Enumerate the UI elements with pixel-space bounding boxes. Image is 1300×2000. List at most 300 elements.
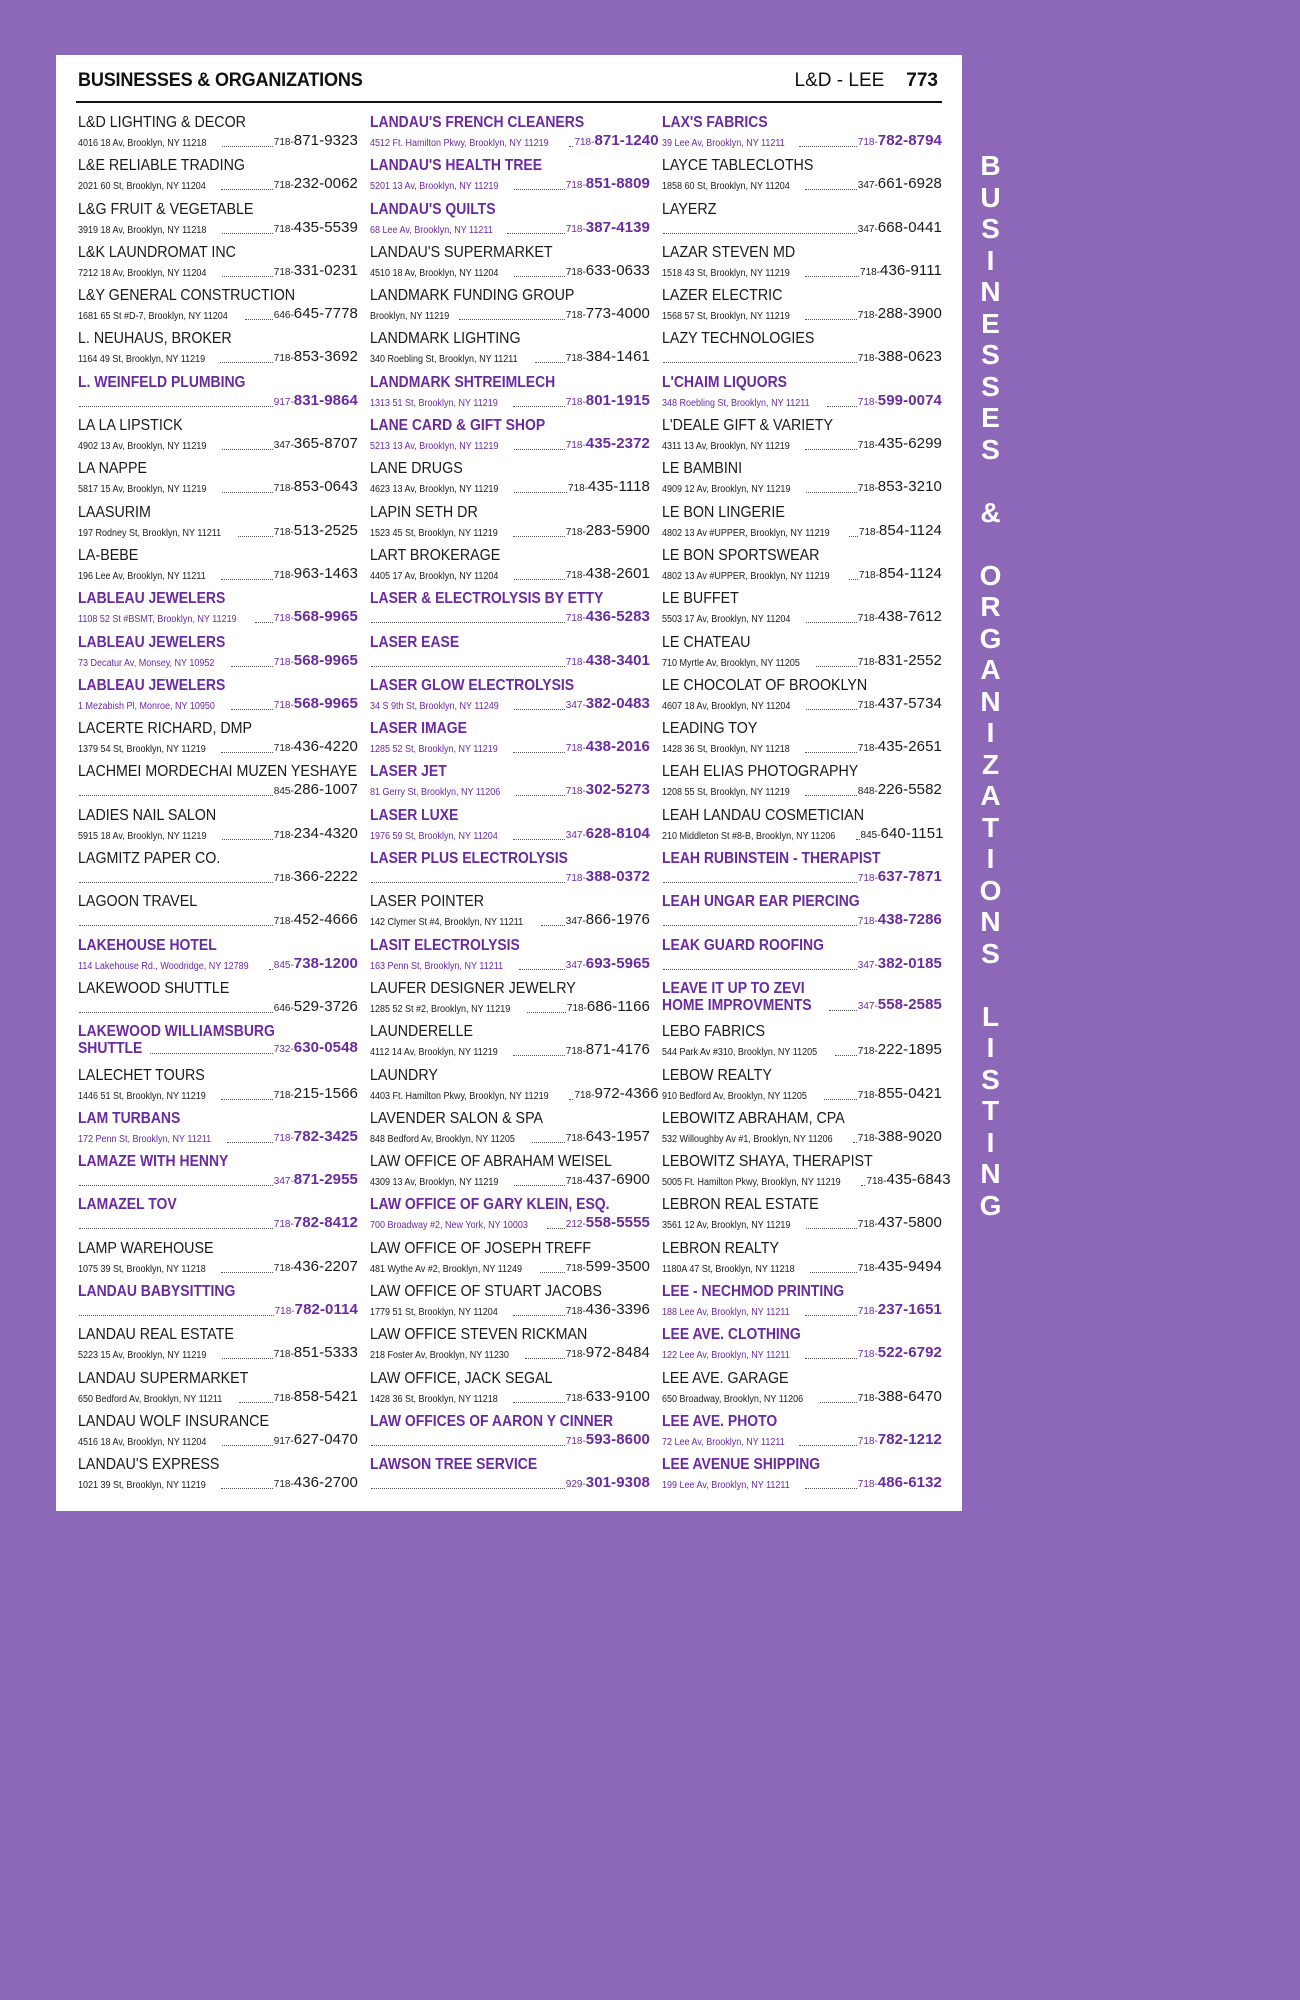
dot-leader xyxy=(805,752,857,753)
phone-digits: 773-4000 xyxy=(585,305,650,323)
listing-detail-line xyxy=(370,565,650,583)
dot-leader xyxy=(222,276,273,277)
business-name: LEBOWITZ ABRAHAM, CPA xyxy=(662,1109,845,1127)
listing-detail-line xyxy=(662,1128,942,1146)
business-name: LAGOON TRAVEL xyxy=(78,893,198,911)
listing-entry xyxy=(78,1152,358,1195)
side-tab-letter: Z xyxy=(981,748,1000,780)
phone-digits: 972-8484 xyxy=(585,1344,650,1362)
phone-area-code: 718- xyxy=(565,526,586,538)
directory-page xyxy=(56,55,962,1511)
phone-area-code: 718- xyxy=(273,873,294,885)
business-name: LAGMITZ PAPER CO. xyxy=(78,850,221,868)
listing-entry xyxy=(78,156,358,199)
listing-detail-line xyxy=(370,305,650,323)
dot-leader xyxy=(663,362,857,363)
side-tab-letter: S xyxy=(981,433,1000,465)
business-name: LANDAU'S HEALTH TREE xyxy=(370,157,543,175)
business-name: LEAH ELIAS PHOTOGRAPHY xyxy=(662,763,859,781)
side-tab-letter: E xyxy=(981,402,1000,433)
phone-digits: 568-9965 xyxy=(293,608,358,626)
dot-leader xyxy=(820,1402,857,1403)
business-name: LAZER ELECTRIC xyxy=(662,287,783,305)
dot-leader xyxy=(799,146,856,147)
phone-digits: 288-3900 xyxy=(877,305,942,323)
listing-entry xyxy=(78,503,358,546)
listing-entry xyxy=(78,286,358,329)
phone-number xyxy=(274,480,358,496)
phone-area-code: 718- xyxy=(857,1089,878,1101)
listing-detail-line xyxy=(662,1214,942,1232)
business-address: 2021 60 St, Brooklyn, NY 11204 xyxy=(78,181,206,193)
business-name: LANDAU REAL ESTATE xyxy=(78,1326,234,1344)
dot-leader xyxy=(849,579,858,580)
phone-area-code: 718- xyxy=(565,1262,586,1274)
listing-entry xyxy=(662,849,942,892)
business-address: 4902 13 Av, Brooklyn, NY 11219 xyxy=(78,441,207,453)
phone-area-code: 718- xyxy=(857,1219,878,1231)
business-address: 1164 49 St, Brooklyn, NY 11219 xyxy=(78,354,206,366)
phone-number xyxy=(858,783,942,799)
phone-digits: 382-0185 xyxy=(877,954,942,972)
side-tab-letter: R xyxy=(980,591,1001,622)
phone-digits: 513-2525 xyxy=(293,521,358,539)
listing-entry xyxy=(370,1066,659,1109)
listing-entry xyxy=(370,892,650,935)
dot-leader xyxy=(221,752,273,753)
business-name: LAASURIM xyxy=(78,503,151,521)
phone-number xyxy=(860,261,942,280)
phone-area-code: 718- xyxy=(574,1089,595,1101)
business-name: L'CHAIM LIQUORS xyxy=(662,373,787,391)
business-name: LASER PLUS ELECTROLYSIS xyxy=(370,850,568,868)
phone-digits: 301-9308 xyxy=(585,1474,650,1492)
listing-detail-line xyxy=(78,219,358,237)
phone-area-code: 845- xyxy=(273,959,294,971)
listing-entry xyxy=(662,589,942,632)
listing-entry xyxy=(662,1152,951,1195)
business-address: 4623 13 Av, Brooklyn, NY 11219 xyxy=(370,484,499,496)
phone-area-code: 718- xyxy=(273,223,294,235)
side-tab-letter: E xyxy=(981,307,1000,339)
phone-area-code: 718- xyxy=(565,569,586,581)
listing-detail-line xyxy=(78,1214,358,1232)
phone-area-code: 718- xyxy=(565,180,586,192)
business-address: 3919 18 Av, Brooklyn, NY 11218 xyxy=(78,224,207,236)
dot-leader xyxy=(371,1488,565,1489)
phone-area-code: 718- xyxy=(858,569,879,581)
listing-detail-line xyxy=(662,1474,942,1492)
phone-digits: 452-4666 xyxy=(293,911,358,929)
business-address: 68 Lee Av, Brooklyn, NY 11211 xyxy=(370,224,493,236)
business-address: 5213 13 Av, Brooklyn, NY 11219 xyxy=(370,441,499,453)
listing-detail-line xyxy=(662,695,942,713)
listing-entry xyxy=(662,1325,942,1368)
business-name: LASER JET xyxy=(370,763,447,781)
phone-digits: 831-9864 xyxy=(293,391,358,409)
phone-area-code: 718- xyxy=(273,569,294,581)
listing-entry xyxy=(78,1455,358,1498)
business-name: LEE AVE. PHOTO xyxy=(662,1412,778,1430)
listing-detail-line xyxy=(370,175,650,193)
phone-number xyxy=(858,521,942,540)
side-tab-letter: G xyxy=(979,622,1002,654)
dot-leader xyxy=(805,1315,857,1316)
listing-detail-line xyxy=(370,1431,650,1449)
dot-leader xyxy=(371,882,565,883)
phone-digits: 366-2222 xyxy=(293,868,358,886)
page-title: BUSINESSES & ORGANIZATIONS xyxy=(78,70,363,91)
business-name: LACHMEI MORDECHAI MUZEN YESHAYE xyxy=(78,763,358,781)
dot-leader xyxy=(816,666,857,667)
phone-number xyxy=(274,350,358,366)
dot-leader xyxy=(513,536,565,537)
phone-digits: 435-2651 xyxy=(877,738,942,756)
phone-digits: 388-9020 xyxy=(877,1127,942,1145)
business-address: 348 Roebling St, Brooklyn, NY 11211 xyxy=(662,397,810,409)
listing-entry xyxy=(370,1109,650,1152)
phone-digits: 435-6299 xyxy=(877,435,942,453)
phone-digits: 855-0421 xyxy=(877,1084,942,1102)
listing-detail-line xyxy=(662,132,942,150)
listing-entry xyxy=(662,546,942,589)
business-name: LA LA LIPSTICK xyxy=(78,417,183,435)
phone-number xyxy=(273,1257,358,1276)
phone-number xyxy=(857,1084,942,1103)
business-name: LAMAZEL TOV xyxy=(78,1196,177,1214)
listing-detail-line xyxy=(370,955,650,973)
listing-entry xyxy=(662,373,942,416)
dot-leader xyxy=(222,146,273,147)
phone-area-code: 718- xyxy=(565,353,586,365)
phone-digits: 436-5283 xyxy=(585,608,650,626)
business-name: LANDAU SUPERMARKET xyxy=(78,1369,249,1387)
business-name: LAW OFFICE, JACK SEGAL xyxy=(370,1369,553,1387)
listing-detail-line xyxy=(662,262,942,280)
phone-digits: 851-5333 xyxy=(293,1344,358,1362)
phone-area-code: 646- xyxy=(273,310,294,322)
phone-digits: 436-3396 xyxy=(585,1301,650,1319)
dot-leader xyxy=(513,752,565,753)
phone-number xyxy=(565,1257,650,1276)
phone-digits: 693-5965 xyxy=(585,954,650,972)
listing-detail-line xyxy=(370,435,650,453)
phone-number xyxy=(273,218,358,237)
phone-digits: 234-4320 xyxy=(293,824,358,842)
listing-detail-line xyxy=(370,998,650,1016)
business-address: 4516 18 Av, Brooklyn, NY 11204 xyxy=(78,1436,207,1448)
phone-number xyxy=(273,1084,358,1103)
dot-leader xyxy=(569,1099,573,1100)
listing-detail-line xyxy=(662,911,942,929)
listing-entry xyxy=(370,329,650,372)
phone-number xyxy=(274,307,358,323)
business-address: 1779 51 St, Brooklyn, NY 11204 xyxy=(370,1307,498,1319)
listing-entry xyxy=(78,373,358,416)
listing-entry xyxy=(662,156,942,199)
business-name: LE BUFFET xyxy=(662,590,739,608)
phone-area-code: 718- xyxy=(565,1176,586,1188)
phone-number xyxy=(858,610,942,626)
listing-entry xyxy=(662,719,942,762)
business-name: LEBRON REAL ESTATE xyxy=(662,1196,819,1214)
listing-detail-line xyxy=(662,522,942,540)
listing-detail-line xyxy=(370,1388,650,1406)
business-address: 188 Lee Av, Brooklyn, NY 11211 xyxy=(662,1307,790,1319)
listing-detail-line xyxy=(662,565,942,583)
phone-area-code: 718- xyxy=(857,1262,878,1274)
phone-area-code: 718- xyxy=(857,613,878,625)
phone-area-code: 718- xyxy=(565,1392,586,1404)
phone-number xyxy=(857,1430,942,1449)
business-name: LE BAMBINI xyxy=(662,460,743,478)
listing-entry xyxy=(662,503,942,546)
business-address: 4112 14 Av, Brooklyn, NY 11219 xyxy=(370,1047,498,1059)
listing-detail-line xyxy=(78,175,358,193)
listing-detail-line xyxy=(662,348,942,366)
phone-number xyxy=(273,1430,358,1449)
phone-number xyxy=(274,1041,358,1057)
phone-digits: 853-0643 xyxy=(293,478,358,496)
phone-number xyxy=(566,1216,650,1232)
listing-entry xyxy=(370,286,650,329)
business-name: LEADING TOY xyxy=(662,720,758,738)
phone-number xyxy=(273,997,358,1016)
listing-detail-line xyxy=(370,1474,650,1492)
business-address: 910 Bedford Av, Brooklyn, NY 11205 xyxy=(662,1090,807,1102)
listing-entry xyxy=(662,936,942,979)
business-name: LAPIN SETH DR xyxy=(370,503,478,521)
business-name: LEAH UNGAR EAR PIERCING xyxy=(662,893,860,911)
side-tab-letter: I xyxy=(986,717,995,748)
business-address: 848 Bedford Av, Brooklyn, NY 11205 xyxy=(370,1133,515,1145)
dot-leader xyxy=(806,709,857,710)
business-name: LEE AVENUE SHIPPING xyxy=(662,1456,821,1474)
business-name: LAW OFFICE OF ABRAHAM WEISEL xyxy=(370,1153,612,1171)
side-tab-letter xyxy=(962,465,1019,497)
listing-detail-line xyxy=(370,1344,650,1362)
listing-entry xyxy=(370,979,650,1022)
phone-digits: 851-8809 xyxy=(585,175,650,193)
business-address: 5915 18 Av, Brooklyn, NY 11219 xyxy=(78,830,207,842)
phone-area-code: 347- xyxy=(565,699,586,711)
listing-detail-line xyxy=(78,1258,358,1276)
business-address: 5223 15 Av, Brooklyn, NY 11219 xyxy=(78,1350,207,1362)
phone-area-code: 646- xyxy=(273,1002,294,1014)
side-tab-letter: N xyxy=(980,906,1001,937)
dot-leader xyxy=(829,1010,857,1011)
listing-detail-line xyxy=(370,522,650,540)
business-address: 544 Park Av #310, Brooklyn, NY 11205 xyxy=(662,1047,818,1059)
phone-digits: 558-2585 xyxy=(877,995,942,1013)
business-name: L'DEALE GIFT & VARIETY xyxy=(662,417,833,435)
dot-leader xyxy=(569,146,573,147)
business-address: 39 Lee Av, Brooklyn, NY 11211 xyxy=(662,138,785,149)
listing-detail-line xyxy=(662,652,942,670)
listing-detail-line xyxy=(662,305,942,323)
phone-area-code: 347- xyxy=(857,223,878,235)
listing-entry xyxy=(78,1325,358,1368)
business-name: LAUNDRY xyxy=(370,1066,438,1084)
dot-leader xyxy=(79,1228,273,1229)
phone-number xyxy=(273,391,358,410)
listing-detail-line xyxy=(78,738,358,756)
business-name: LAZAR STEVEN MD xyxy=(662,243,796,261)
phone-number xyxy=(565,954,650,973)
listing-detail-line xyxy=(78,348,358,366)
dot-leader xyxy=(221,1099,273,1100)
business-name: LEAH LANDAU COSMETICIAN xyxy=(662,806,865,824)
dot-leader xyxy=(371,666,565,667)
phone-number xyxy=(857,995,942,1014)
phone-area-code: 718- xyxy=(565,310,586,322)
listing-detail-line xyxy=(78,608,358,626)
listing-detail-line xyxy=(78,1474,358,1492)
phone-digits: 382-0483 xyxy=(585,694,650,712)
business-name: LE CHATEAU xyxy=(662,633,751,651)
dot-leader xyxy=(805,276,859,277)
phone-number xyxy=(858,740,942,756)
listing-entry xyxy=(662,979,942,1022)
listing-entry xyxy=(370,1369,650,1412)
phone-digits: 438-2016 xyxy=(585,738,650,756)
dot-leader xyxy=(527,1012,566,1013)
phone-digits: 435-1118 xyxy=(588,478,650,496)
listing-detail-line xyxy=(662,1301,942,1319)
phone-number xyxy=(273,521,358,540)
dot-leader xyxy=(541,925,565,926)
business-address: 1021 39 St, Brooklyn, NY 11219 xyxy=(78,1480,206,1492)
phone-area-code: 718- xyxy=(273,1349,294,1361)
dot-leader xyxy=(805,449,857,450)
dot-leader xyxy=(514,492,567,493)
phone-area-code: 718- xyxy=(857,873,878,885)
listing-entry xyxy=(370,1152,650,1195)
business-address: 1208 55 St, Brooklyn, NY 11219 xyxy=(662,787,790,799)
dot-leader xyxy=(221,189,273,190)
listing-column-1 xyxy=(78,113,358,1499)
listing-entry xyxy=(662,1369,942,1412)
phone-area-code: 718- xyxy=(565,743,586,755)
phone-area-code: 718- xyxy=(273,180,294,192)
phone-number xyxy=(565,391,650,410)
phone-area-code: 718- xyxy=(565,656,586,668)
listing-detail-line xyxy=(78,392,358,410)
phone-area-code: 718- xyxy=(273,1262,294,1274)
dot-leader xyxy=(824,1099,857,1100)
side-tab-letter xyxy=(962,528,1019,560)
side-tab-letter: A xyxy=(980,654,1001,685)
business-name: LABLEAU JEWELERS xyxy=(78,676,226,694)
business-address: 197 Rodney St, Brooklyn, NY 11211 xyxy=(78,527,222,539)
phone-digits: 437-6900 xyxy=(585,1171,650,1189)
business-name: L&Y GENERAL CONSTRUCTION xyxy=(78,287,296,305)
dot-leader xyxy=(827,406,857,407)
dot-leader xyxy=(856,839,860,840)
phone-digits: 782-1212 xyxy=(877,1430,942,1448)
dot-leader xyxy=(255,622,273,623)
dot-leader xyxy=(222,492,273,493)
phone-area-code: 718- xyxy=(857,353,878,365)
alphabetical-range: L&D - LEE xyxy=(794,70,885,91)
listing-column-2 xyxy=(370,113,659,1499)
phone-area-code: 718- xyxy=(857,1479,878,1491)
phone-digits: 388-0623 xyxy=(877,348,942,366)
listing-detail-line xyxy=(370,1171,650,1189)
listing-entry xyxy=(662,892,942,935)
phone-digits: 387-4139 xyxy=(585,218,650,236)
phone-area-code: 718- xyxy=(273,1392,294,1404)
listing-entry xyxy=(78,1412,358,1455)
dot-leader xyxy=(514,579,565,580)
dot-leader xyxy=(514,1185,565,1186)
business-name: LA-BEBE xyxy=(78,546,139,564)
phone-area-code: 347- xyxy=(565,829,586,841)
dot-leader xyxy=(513,1055,565,1056)
phone-digits: 972-4366 xyxy=(594,1084,659,1102)
phone-digits: 388-0372 xyxy=(585,868,650,886)
listing-detail-line xyxy=(370,478,650,496)
business-address: 700 Broadway #2, New York, NY 10003 xyxy=(370,1220,528,1232)
listing-detail-line xyxy=(78,1128,358,1146)
listing-entry xyxy=(78,892,358,935)
business-address: 4510 18 Av, Brooklyn, NY 11204 xyxy=(370,267,499,279)
side-tab-letter: S xyxy=(981,213,1000,244)
phone-area-code: 732- xyxy=(273,1044,294,1056)
phone-digits: 686-1166 xyxy=(586,997,650,1015)
phone-number xyxy=(274,1216,358,1232)
phone-digits: 668-0441 xyxy=(877,218,942,236)
phone-area-code: 845- xyxy=(273,786,294,798)
business-name: LEBO FABRICS xyxy=(662,1023,766,1041)
listing-entry xyxy=(78,849,358,892)
listing-entry xyxy=(662,806,942,849)
phone-area-code: 212- xyxy=(565,1219,586,1231)
business-address: 1313 51 St, Brooklyn, NY 11219 xyxy=(370,397,498,409)
listing-detail-line xyxy=(78,1344,358,1362)
dot-leader xyxy=(663,969,857,970)
business-name: LAMP WAREHOUSE xyxy=(78,1239,214,1257)
listing-detail-line xyxy=(370,392,650,410)
phone-digits: 871-4176 xyxy=(585,1041,650,1059)
business-name: LAW OFFICE STEVEN RICKMAN xyxy=(370,1326,588,1344)
phone-area-code: 347- xyxy=(273,1176,294,1188)
phone-area-code: 718- xyxy=(857,916,878,928)
listing-entry xyxy=(370,156,650,199)
business-address: 4405 17 Av, Brooklyn, NY 11204 xyxy=(370,570,499,582)
phone-area-code: 347- xyxy=(565,959,586,971)
listing-column-3 xyxy=(662,113,951,1499)
phone-digits: 436-9111 xyxy=(880,261,942,279)
phone-digits: 643-1957 xyxy=(585,1127,650,1145)
phone-digits: 782-8794 xyxy=(877,132,942,149)
business-name: LASIT ELECTROLYSIS xyxy=(370,936,520,954)
business-name: LEE AVE. CLOTHING xyxy=(662,1326,801,1344)
side-tab-letter: I xyxy=(986,244,995,276)
side-tab-letter: S xyxy=(981,1063,1000,1095)
phone-digits: 633-0633 xyxy=(585,261,650,279)
listing-detail-line xyxy=(662,825,942,843)
phone-area-code: 718- xyxy=(857,137,878,148)
business-name: LABLEAU JEWELERS xyxy=(78,633,226,651)
listing-entry xyxy=(370,1455,650,1498)
phone-digits: 222-1895 xyxy=(877,1041,942,1059)
page-number: 773 xyxy=(906,70,938,91)
phone-digits: 637-7871 xyxy=(877,868,942,886)
listing-entry xyxy=(662,1109,942,1152)
phone-number xyxy=(274,1476,358,1492)
phone-digits: 738-1200 xyxy=(293,954,358,972)
